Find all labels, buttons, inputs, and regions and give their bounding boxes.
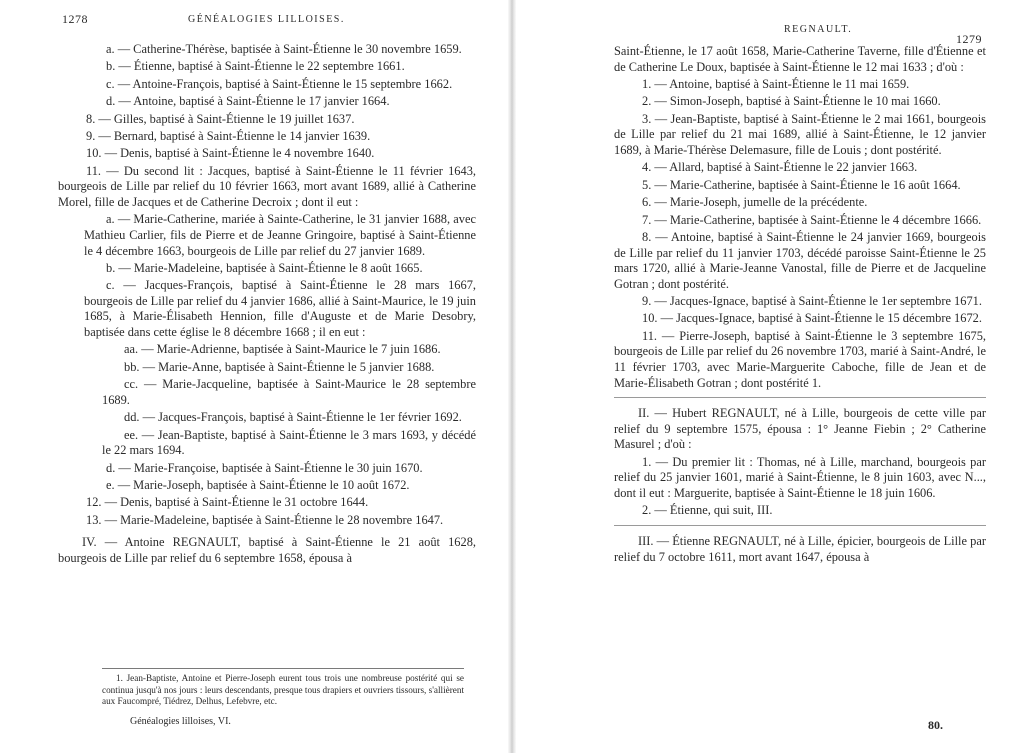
entry-paragraph: 10. — Denis, baptisé à Saint-Étienne le 4 novembre 1640. bbox=[86, 146, 375, 161]
entry-paragraph: ee. — Jean-Baptiste, baptisé à Saint-Étienne le 3 mars 1693, y décédé le 22 mars 1694. bbox=[102, 427, 476, 458]
entry-paragraph: b. — Étienne, baptisé à Saint-Étienne le 22 septembre 1661. bbox=[106, 59, 405, 74]
entry-paragraph: 2. — Simon-Joseph, baptisé à Saint-Étienne le 10 mai 1660. bbox=[642, 94, 941, 109]
left-page-number: 1278 bbox=[62, 12, 88, 26]
entry-paragraph: bb. — Marie-Anne, baptisée à Saint-Étienne le 5 janvier 1688. bbox=[124, 359, 435, 374]
entry-paragraph: cc. — Marie-Jacqueline, baptisée à Saint-Maurice le 28 septembre 1689. bbox=[102, 377, 476, 407]
signature-number: 80. bbox=[928, 718, 943, 732]
entry-paragraph: Saint-Étienne, le 17 août 1658, Marie-Catherine Taverne, fille d'Étienne et de Catherine Le Doux, baptisée à Saint-Étienne le 12 mai 1633 ; d'où : bbox=[614, 44, 986, 74]
left-running-head: GÉNÉALOGIES LILLOISES. bbox=[188, 14, 345, 25]
signature-title: Généalogies lilloises, VI. bbox=[130, 716, 231, 727]
entry-paragraph: 10. — Jacques-Ignace, baptisé à Saint-Étienne le 15 décembre 1672. bbox=[642, 311, 982, 326]
entry-paragraph: e. — Marie-Joseph, baptisée à Saint-Étienne le 10 août 1672. bbox=[106, 477, 410, 492]
left-page-body bbox=[58, 42, 476, 568]
entry-paragraph: 5. — Marie-Catherine, baptisée à Saint-Étienne le 16 août 1664. bbox=[642, 177, 961, 192]
entry-paragraph: dd. — Jacques-François, baptisé à Saint-Étienne le 1er février 1692. bbox=[124, 410, 462, 425]
entry-paragraph: 8. — Antoine, baptisé à Saint-Étienne le 24 janvier 1669, bourgeois de Lille par relief du 11 janvier 1703, décédé paroisse Saint-Étienne le 25 mars 1720, allié à Marie-Jeanne Vanostal, fille de Pierre et de Jacqueline Gotran ; dont postérité. bbox=[614, 229, 986, 291]
book-gutter bbox=[508, 0, 516, 753]
entry-paragraph: 9. — Bernard, baptisé à Saint-Étienne le 14 janvier 1639. bbox=[86, 128, 371, 143]
footnote-rule bbox=[102, 668, 464, 669]
entry-paragraph: d. — Antoine, baptisé à Saint-Étienne le 17 janvier 1664. bbox=[106, 94, 390, 109]
entry-paragraph: b. — Marie-Madeleine, baptisée à Saint-Étienne le 8 août 1665. bbox=[106, 260, 423, 275]
entry-paragraph: 4. — Allard, baptisé à Saint-Étienne le 22 janvier 1663. bbox=[642, 160, 918, 175]
entry-paragraph: 12. — Denis, baptisé à Saint-Étienne le 31 octobre 1644. bbox=[86, 495, 369, 510]
entry-paragraph: 11. — Pierre-Joseph, baptisé à Saint-Étienne le 3 septembre 1675, bourgeois de Lille par relief du 26 novembre 1703, marié à Saint-André, le 11 février 1703, avec Marie-Marguerite Caboche, fille de Jean et de Marie-Élisabeth Gotran ; dont postérité 1. bbox=[614, 328, 986, 390]
entry-paragraph: 8. — Gilles, baptisé à Saint-Étienne le 19 juillet 1637. bbox=[86, 111, 355, 126]
entry-paragraph: 11. — Du second lit : Jacques, baptisé à Saint-Étienne le 11 février 1643, bourgeois de Lille par relief du 10 février 1663, mort avant 1689, allié à Catherine Morel, fille de Jacques et de Catherine Decroix ; dont il eut : bbox=[58, 163, 476, 209]
footnote: 1. Jean-Baptiste, Antoine et Pierre-Joseph eurent tous trois une nombreuse postérité qui se continua jusqu'à nos jours : leurs descendants, presque tous drapiers et ouvriers tissours, s'allièrent aux Faucompré, Tiédrez, Delhus, Lefebvre, etc. bbox=[102, 673, 464, 706]
right-running-head: REGNAULT. bbox=[784, 24, 853, 35]
entry-paragraph: 1. — Antoine, baptisé à Saint-Étienne le 11 mai 1659. bbox=[642, 76, 910, 91]
entry-paragraph: c. — Jacques-François, baptisé à Saint-Étienne le 28 mars 1667, bourgeois de Lille par relief du 4 janvier 1686, allié à Saint-Maurice, le 19 juin 1685, à Marie-Élisabeth Hennion, fille d'Auguste et de Marie Desobry, baptisée dans cette église le 8 décembre 1668 ; il en eut : bbox=[84, 278, 476, 340]
entry-paragraph: c. — Antoine-François, baptisé à Saint-Étienne le 15 septembre 1662. bbox=[106, 76, 453, 91]
entry-paragraph: aa. — Marie-Adrienne, baptisée à Saint-Maurice le 7 juin 1686. bbox=[124, 342, 441, 357]
entry-paragraph: 9. — Jacques-Ignace, baptisé à Saint-Étienne le 1er septembre 1671. bbox=[642, 294, 982, 309]
section-divider bbox=[614, 525, 986, 526]
entry-paragraph: a. — Catherine-Thérèse, baptisée à Saint-Étienne le 30 novembre 1659. bbox=[106, 42, 462, 56]
footnotes bbox=[102, 673, 464, 708]
left-page bbox=[0, 0, 508, 753]
section-divider bbox=[614, 397, 986, 398]
section-heading-paragraph: IV. — Antoine REGNAULT, baptisé à Saint-Étienne le 21 août 1628, bourgeois de Lille par relief du 6 septembre 1658, épousa à bbox=[58, 535, 476, 565]
entry-paragraph: 3. — Jean-Baptiste, baptisé à Saint-Étienne le 2 mai 1661, bourgeois de Lille par relief du 21 mai 1689, allié à Saint-Étienne, le 12 janvier 1689, à Marie-Thérèse Delemasure, fille de Louis ; dont postérité. bbox=[614, 111, 986, 157]
right-page-number: 1279 bbox=[956, 32, 982, 46]
entry-paragraph: 13. — Marie-Madeleine, baptisée à Saint-Étienne le 28 novembre 1647. bbox=[86, 512, 444, 527]
entry-paragraph: 6. — Marie-Joseph, jumelle de la précédente. bbox=[642, 195, 868, 210]
entry-paragraph: d. — Marie-Françoise, baptisée à Saint-Étienne le 30 juin 1670. bbox=[106, 460, 423, 475]
entry-paragraph: 7. — Marie-Catherine, baptisée à Saint-Étienne le 4 décembre 1666. bbox=[642, 212, 982, 227]
entry-paragraph: a. — Marie-Catherine, mariée à Sainte-Catherine, le 31 janvier 1688, avec Mathieu Carlier, fils de Pierre et de Jeanne Gringoire, baptisé à Saint-Étienne le 4 décembre 1663, bourgeois de Lille par relief du 27 janvier 1689. bbox=[84, 212, 476, 258]
right-page bbox=[516, 0, 1024, 753]
entry-paragraph: 1. — Du premier lit : Thomas, né à Lille, marchand, bourgeois par relief du 25 janvier 1601, marié à Saint-Étienne, le 8 juin 1603, avec N..., dont il eut : Marguerite, baptisée à Saint-Étienne le 18 juin 1606. bbox=[614, 454, 986, 500]
section-heading-paragraph: III. — Étienne REGNAULT, né à Lille, épicier, bourgeois de Lille par relief du 7 octobre 1611, mort avant 1647, épousa à bbox=[614, 533, 986, 564]
entry-paragraph: 2. — Étienne, qui suit, III. bbox=[642, 503, 773, 518]
section-heading-paragraph: II. — Hubert REGNAULT, né à Lille, bourgeois de cette ville par relief du 9 septembre 1575, épousa : 1° Jeanne Fiebin ; 2° Catherine Masurel ; d'où : bbox=[614, 406, 986, 452]
right-page-body bbox=[614, 44, 986, 567]
